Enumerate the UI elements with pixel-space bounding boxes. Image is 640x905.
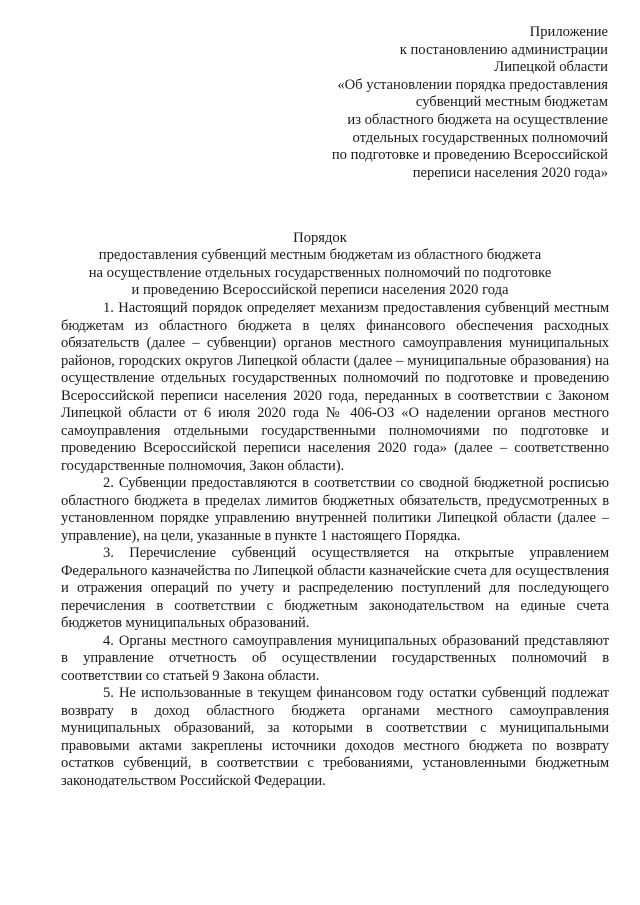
annex-line-region: Липецкой области xyxy=(494,59,608,76)
annex-line-resolution: к постановлению администрации xyxy=(399,41,608,58)
annex-line-title-6: переписи населения 2020 года» xyxy=(412,164,608,181)
paragraph-2: 2. Субвенции предоставляются в соответствии со сводной бюджетной росписью областного бюджета в пределах лимитов бюджетных обязательств, предусмотренных в установленном порядке управлению внутренней политики Липецкой области (далее – управление), на цели, указанные в пункте 1 настоящего Порядка. xyxy=(61,475,609,544)
title-line-1: предоставления субвенций местным бюджетам из областного бюджета xyxy=(98,247,542,264)
document-title xyxy=(0,230,640,300)
annex-line-title-5: по подготовке и проведению Всероссийской xyxy=(331,147,608,164)
paragraph-5: 5. Не использованные в текущем финансовом году остатки субвенций подлежат возврату в доход областного бюджета органами местного самоуправления муниципальных образований, за которыми в соответствии с муниципальными правовыми актами закреплены источники доходов местного бюджета по возврату остатков субвенций, в соответствии с требованиями, установленными бюджетным законодательством Российской Федерации. xyxy=(61,685,609,789)
title-line-3: и проведению Всероссийской переписи населения 2020 года xyxy=(131,282,509,299)
annex-line-title-2: субвенций местным бюджетам xyxy=(415,94,608,111)
annex-line-appendix: Приложение xyxy=(529,24,608,40)
title-line-2: на осуществление отдельных государственных полномочий по подготовке xyxy=(88,264,552,281)
document-body xyxy=(61,300,609,790)
annex-line-title-1: «Об установлении порядка предоставления xyxy=(337,76,608,93)
annex-line-title-3: из областного бюджета на осуществление xyxy=(347,111,608,128)
title-heading: Порядок xyxy=(293,230,347,246)
annex-block xyxy=(268,24,608,182)
paragraph-4: 4. Органы местного самоуправления муниципальных образований представляют в управление отчетность об осуществлении государственных полномочий в соответствии со статьей 9 Закона области. xyxy=(61,632,609,684)
annex-line-title-4: отдельных государственных полномочий xyxy=(352,129,608,146)
paragraph-3: 3. Перечисление субвенций осуществляется на открытые управлением Федерального казначейства по Липецкой области казначейские счета для осуществления и отражения операций по учету и распределению поступлений для последующего перечисления в соответствии с бюджетным законодательством на единые счета бюджетов муниципальных образований. xyxy=(61,545,609,631)
paragraph-1: 1. Настоящий порядок определяет механизм предоставления субвенций местным бюджетам из областного бюджета в целях финансового обеспечения расходных обязательств (далее – субвенции) органов местного самоуправления муниципальных районов, городских округов Липецкой области (далее – муниципальные образования) на осуществление отдельных государственных полномочий по подготовке и проведению Всероссийской переписи населения 2020 года, переданных в соответствии с Законом Липецкой области от 6 июля 2020 года № 406-ОЗ «О наделении органов местного самоуправления отдельными государственными полномочиями по подготовке и проведению Всероссийской переписи населения 2020 года» (далее – соответственно государственные полномочия, Закон области). xyxy=(61,300,609,474)
